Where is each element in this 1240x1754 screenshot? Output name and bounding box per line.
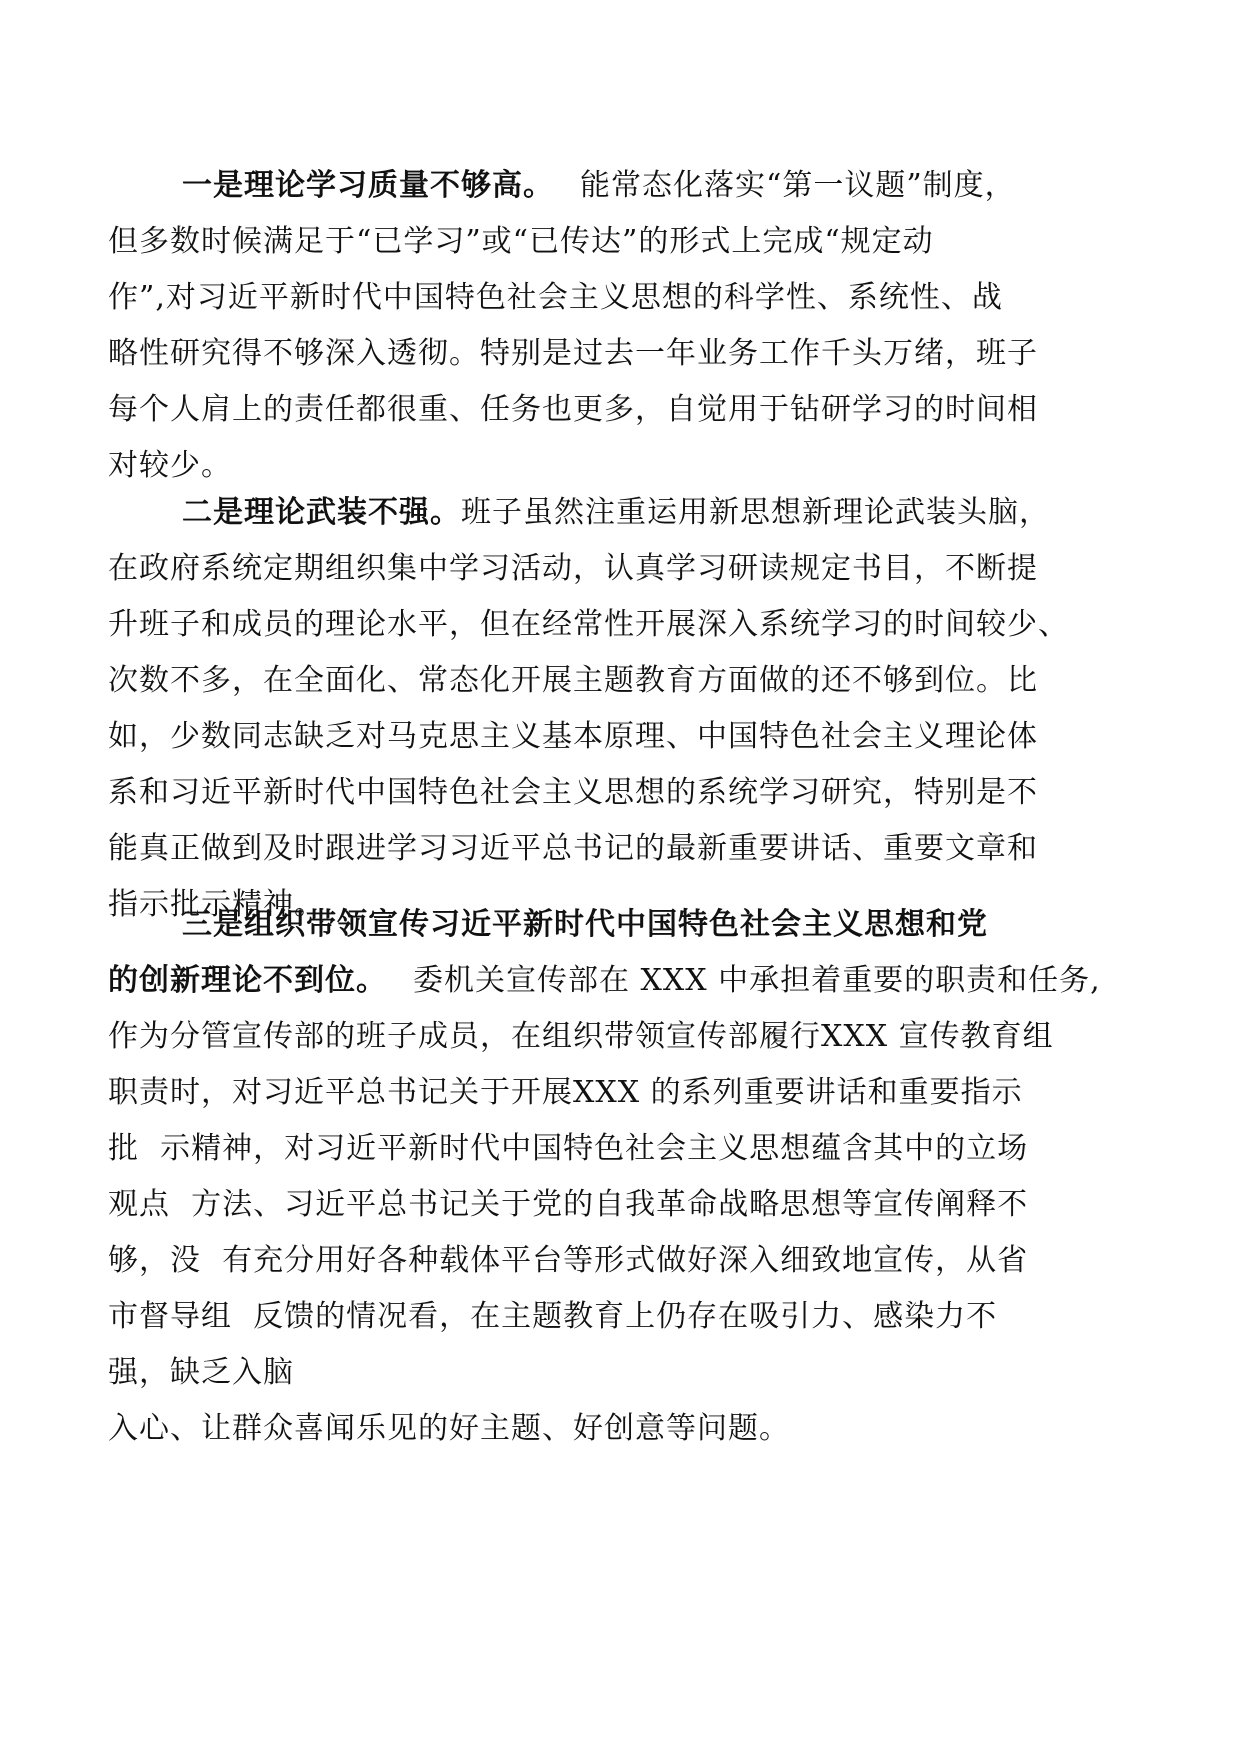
paragraph-line: 能真正做到及时跟进学习习近平总书记的最新重要讲话、重要文章和	[108, 831, 1038, 866]
paragraph-line: 作”,对习近平新时代中国特色社会主义思想的科学性、系统性、战	[108, 280, 1003, 315]
paragraph-line: 系和习近平新时代中国特色社会主义思想的系统学习研究，特别是不	[108, 775, 1038, 810]
paragraph-line: 观点 方法、习近平总书记关于党的自我革命战略思想等宣传阐释不	[108, 1187, 1029, 1222]
paragraph-line: 职责时，对习近平总书记关于开展XXX 的系列重要讲话和重要指示	[108, 1075, 1023, 1110]
paragraph-heading: 二是理论武装不强。	[182, 495, 461, 530]
paragraph-line: 每个人肩上的责任都很重、任务也更多，自觉用于钻研学习的时间相	[108, 392, 1038, 427]
paragraph-second-line	[108, 953, 1148, 1009]
paragraph-first-line	[108, 158, 1148, 214]
paragraph-theory-armament	[108, 485, 1148, 933]
paragraph-line: 对较少。	[108, 448, 232, 483]
paragraph-text: 班子虽然注重运用新思想新理论武装头脑，	[461, 495, 1050, 530]
paragraph-line: 在政府系统定期组织集中学习活动，认真学习研读规定书目，不断提	[108, 551, 1038, 586]
paragraph-line: 作为分管宣传部的班子成员，在组织带领宣传部履行XXX 宣传教育组	[108, 1019, 1054, 1054]
paragraph-first-line	[108, 485, 1148, 541]
paragraph-heading-continued: 的创新理论不到位。	[108, 963, 387, 998]
paragraph-line: 如，少数同志缺乏对马克思主义基本原理、中国特色社会主义理论体	[108, 719, 1038, 754]
paragraph-line: 但多数时候满足于“已学习”或“已传达”的形式上完成“规定动	[108, 224, 934, 259]
paragraph-line: 批 示精神，对习近平新时代中国特色社会主义思想蕴含其中的立场	[108, 1131, 1029, 1166]
paragraph-heading: 一是理论学习质量不够高。	[182, 168, 554, 203]
paragraph-line: 升班子和成员的理论水平，但在经常性开展深入系统学习的时间较少、	[108, 607, 1069, 642]
paragraph-text: 委机关宣传部在 XXX 中承担着重要的职责和任务,	[413, 963, 1101, 998]
paragraph-line: 略性研究得不够深入透彻。特别是过去一年业务工作千头万绪，班子	[108, 336, 1038, 371]
paragraph-line: 入心、让群众喜闻乐见的好主题、好创意等问题。	[108, 1411, 790, 1446]
paragraph-theory-study-quality	[108, 158, 1148, 494]
paragraph-text: 能常态化落实“第一议题”制度，	[580, 168, 1016, 203]
paragraph-line: 市督导组 反馈的情况看，在主题教育上仍存在吸引力、感染力不	[108, 1299, 998, 1334]
paragraph-heading: 三是组织带领宣传习近平新时代中国特色社会主义思想和党	[182, 907, 988, 942]
paragraph-propaganda-leadership	[108, 897, 1148, 1457]
paragraph-line: 够，没 有充分用好各种载体平台等形式做好深入细致地宣传，从省	[108, 1243, 1029, 1278]
paragraph-line: 指示批示精神。	[108, 887, 325, 922]
paragraph-line: 次数不多，在全面化、常态化开展主题教育方面做的还不够到位。比	[108, 663, 1038, 698]
paragraph-line: 强，缺乏入脑	[108, 1355, 294, 1390]
